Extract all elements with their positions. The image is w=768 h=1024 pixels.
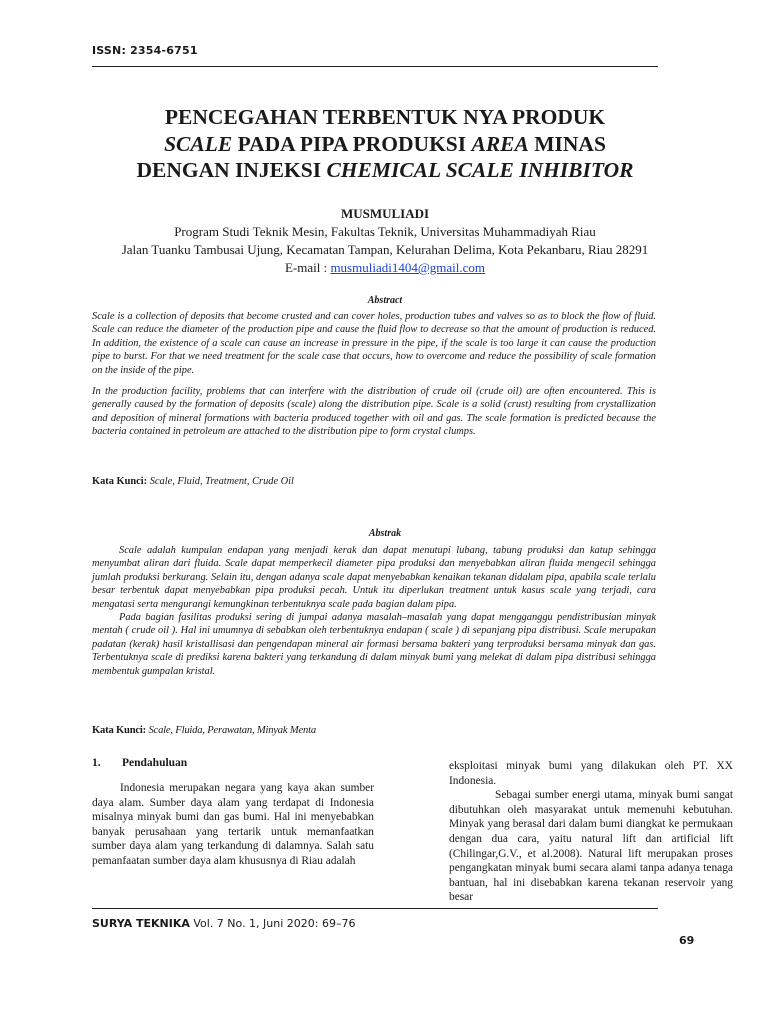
title-line-2 xyxy=(92,131,678,158)
paper-title xyxy=(92,104,678,184)
footer-rule xyxy=(92,908,658,909)
email-label: E-mail : xyxy=(284,260,331,275)
keywords-label: Kata Kunci: xyxy=(92,476,148,487)
email-link[interactable]: musmuliadi1404@gmail.com xyxy=(330,260,486,275)
journal-footer xyxy=(92,917,355,930)
issn: ISSN: 2354-6751 xyxy=(92,44,198,57)
keywords-label: Kata Kunci: xyxy=(92,725,147,736)
title-line-1: PENCEGAHAN TERBENTUK NYA PRODUK xyxy=(164,105,606,129)
title-italic-area: AREA xyxy=(471,131,529,156)
title-text: PADA PIPA PRODUKSI xyxy=(232,131,472,156)
journal-name: SURYA TEKNIKA xyxy=(92,917,190,930)
abstract-paragraph: Scale adalah kumpulan endapan yang menjadi kerak dan dapat menutupi lubang, tabung produksi dan katup sehingga menyumbat aliran dari fluida. Scale dapat memperkecil diameter pipa produksi dan menyebabkan aliran fluida mengecil sehingga jumlah produksi berkurang. Selain itu, dengan adanya scale dapat menyebabkan kenaikan tekanan didalam pipa, apabila scale terlalu besar terbentuk dapat menyebabkan pipa produksi pecah. Untuk itu diperlukan treatment untuk kasus scale yang terjadi, cara mengatasi serta mengurangi kemungkinan terbentuknya scale pada bagian dalam pipa. xyxy=(92,545,656,610)
keywords-indonesian xyxy=(92,725,316,736)
keywords-english xyxy=(92,476,294,487)
journal-details: Vol. 7 No. 1, Juni 2020: 69–76 xyxy=(189,917,356,930)
body-paragraph: eksploitasi minyak bumi yang dilakukan oleh PT. XX Indonesia. xyxy=(449,760,733,787)
author-email-line xyxy=(92,259,678,277)
header-rule xyxy=(92,66,658,67)
author-address: Jalan Tuanku Tambusai Ujung, Kecamatan Tampan, Kelurahan Delima, Kota Pekanbaru, Riau 28291 xyxy=(121,242,649,257)
body-left-column xyxy=(92,781,374,869)
page-number: 69 xyxy=(679,934,695,947)
title-text: MINAS xyxy=(528,131,606,156)
abstract-paragraph: In the production facility, problems that can interfere with the distribution of crude oil (crude oil) are often encountered. This is generally caused by the formation of deposits (scale) along the distribution pipe. Scale is a solid (crust) resulting from crystallization and deposition of mineral formations with bacteria produced together with oil and gas. The scale formation is predicted because the bacteria contained in petroleum are attached to the distribution pipe to form crystal clumps. xyxy=(92,386,656,438)
keywords-value: Scale, Fluida, Perawatan, Minyak Menta xyxy=(146,725,316,736)
author-name: MUSMULIADI xyxy=(340,206,430,221)
title-italic-scale: SCALE xyxy=(164,131,233,156)
title-line-3 xyxy=(92,157,678,184)
title-italic-chemical: CHEMICAL SCALE INHIBITOR xyxy=(326,158,634,182)
keywords-value: Scale, Fluid, Treatment, Crude Oil xyxy=(147,476,294,487)
abstract-heading: Abstract xyxy=(367,295,403,306)
abstract-english xyxy=(92,310,656,447)
body-paragraph: Sebagai sumber energi utama, minyak bumi sangat dibutuhkan oleh masyarakat untuk memenuhi kebutuhan. Minyak yang berasal dari dalam bumi diangkat ke permukaan dengan dua cara, yaitu natural lift dan artificial lift (Chilingar,G.V., et al.2008). Natural lift merupakan proses pengangkatan minyak bumi secara alami tanpa adanya tenaga bantuan, hal ini disebabkan karena tekanan reservoir yang besar xyxy=(449,789,733,904)
abstract-paragraph: Pada bagian fasilitas produksi sering di jumpai adanya masalah–masalah yang dapat mengganggu pendistribusian minyak mentah ( crude oil ). Hal ini umumnya di sebabkan oleh terbentuknya endapan ( scale ) di sepanjang pipa distribusi. Scale merupakan padatan (kerak) hasil kristallisasi dan pengendapan mineral air formasi bersama bakteri yang terproduksi bersama minyak dan gas. Terbentuknya scale di prediksi karena bakteri yang terkandung di dalam minyak bumi yang melekat di dalam pipa distribusi sehingga membentuk gumpalan kristal. xyxy=(92,612,656,677)
title-text: DENGAN INJEKSI xyxy=(136,158,327,182)
abstrak-heading: Abstrak xyxy=(368,528,402,539)
abstract-paragraph: Scale is a collection of deposits that become crusted and can cover holes, production tubes and valves so as to block the flow of fluid. Scale can reduce the diameter of the production pipe and cause the fluid flow to decrease so that the amount of production is reduced. In addition, the existence of a scale can cause an increase in pressure in the pipe, if the scale is too large it can cause the production pipe to burst. For that we need treatment for the scale case that occurs, how to overcome and reduce the possibility of scale formation on the inside of the pipe. xyxy=(92,311,656,376)
section-title: Pendahuluan xyxy=(122,757,188,769)
body-paragraph: Indonesia merupakan negara yang kaya akan sumber daya alam. Sumber daya alam yang terdapat di Indonesia misalnya minyak bumi dan gas bumi. Hal ini menyebabkan banyak perusahaan yang tertarik untuk memanfaatkan sumber daya alam yang terkandung di dalamnya. Salah satu pemanfaatan sumber daya alam khususnya di Riau adalah xyxy=(92,782,374,867)
body-right-column xyxy=(449,759,733,905)
author-block xyxy=(92,205,678,277)
abstract-indonesian xyxy=(92,544,656,678)
author-affiliation: Program Studi Teknik Mesin, Fakultas Teknik, Universitas Muhammadiyah Riau xyxy=(174,224,596,239)
section-number: 1. xyxy=(92,757,101,769)
